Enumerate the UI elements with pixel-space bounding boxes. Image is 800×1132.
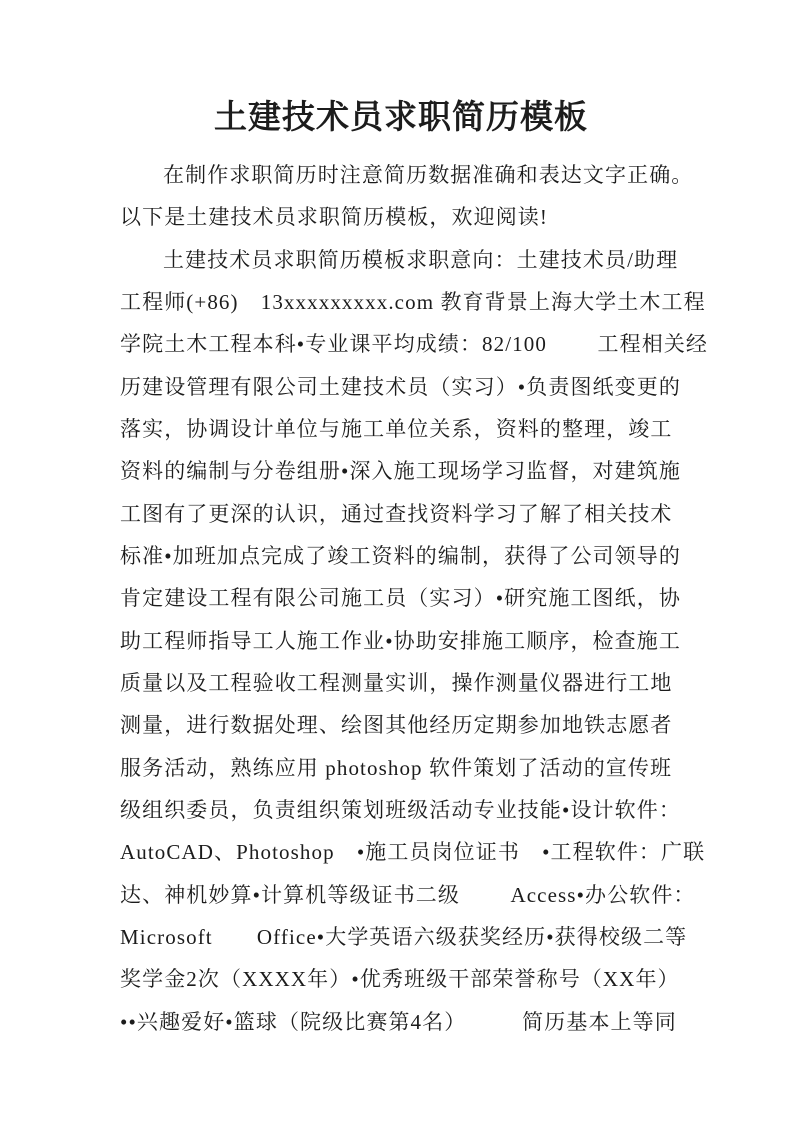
text-line: 土建技术员求职简历模板求职意向：土建技术员/助理 — [163, 247, 679, 272]
text-line: 服务活动，熟练应用 photoshop 软件策划了活动的宣传班 — [120, 755, 673, 780]
text-line: 标准•加班加点完成了竣工资料的编制，获得了公司领导的 — [120, 543, 681, 568]
text-line: Microsoft Office•大学英语六级获奖经历•获得校级二等 — [120, 924, 688, 949]
text-line: 质量以及工程验收工程测量实训，操作测量仪器进行工地 — [120, 670, 673, 695]
text-line: 测量，进行数据处理、绘图其他经历定期参加地铁志愿者 — [120, 713, 673, 738]
document-body — [120, 154, 709, 1043]
text-line: AutoCAD、Photoshop •施工员岗位证书 •工程软件：广联 — [120, 840, 706, 865]
text-line: 工程师(+86) 13xxxxxxxxx.com 教育背景上海大学土木工程 — [120, 289, 706, 314]
text-line: 级组织委员，负责组织策划班级活动专业技能•设计软件： — [120, 797, 681, 822]
text-line: 助工程师指导工人施工作业•协助安排施工顺序，检查施工 — [120, 628, 681, 653]
text-line: 肯定建设工程有限公司施工员（实习）•研究施工图纸，协 — [120, 586, 681, 611]
text-line: 奖学金2次（XXXX年）•优秀班级干部荣誉称号（XX年） — [120, 967, 680, 992]
text-line: ••兴趣爱好•篮球（院级比赛第4名） 简历基本上等同 — [120, 1009, 677, 1034]
text-line: 落实，协调设计单位与施工单位关系，资料的整理，竣工 — [120, 416, 673, 441]
text-line: 历建设管理有限公司土建技术员（实习）•负责图纸变更的 — [120, 374, 681, 399]
text-line: 工图有了更深的认识，通过查找资料学习了解了相关技术 — [120, 501, 673, 526]
text-line: 在制作求职简历时注意简历数据准确和表达文字正确。 — [163, 163, 694, 187]
text-line: 达、神机妙算•计算机等级证书二级 Access•办公软件： — [120, 882, 696, 907]
resume-body-paragraph — [120, 239, 709, 1043]
document-title: 土建技术员求职简历模板 — [214, 100, 588, 136]
text-line: 以下是土建技术员求职简历模板，欢迎阅读! — [120, 205, 548, 230]
text-line: 学院土木工程本科•专业课平均成绩：82/100 工程相关经 — [120, 332, 709, 357]
intro-paragraph — [120, 154, 694, 239]
text-line: 资料的编制与分卷组册•深入施工现场学习监督，对建筑施 — [120, 459, 681, 484]
